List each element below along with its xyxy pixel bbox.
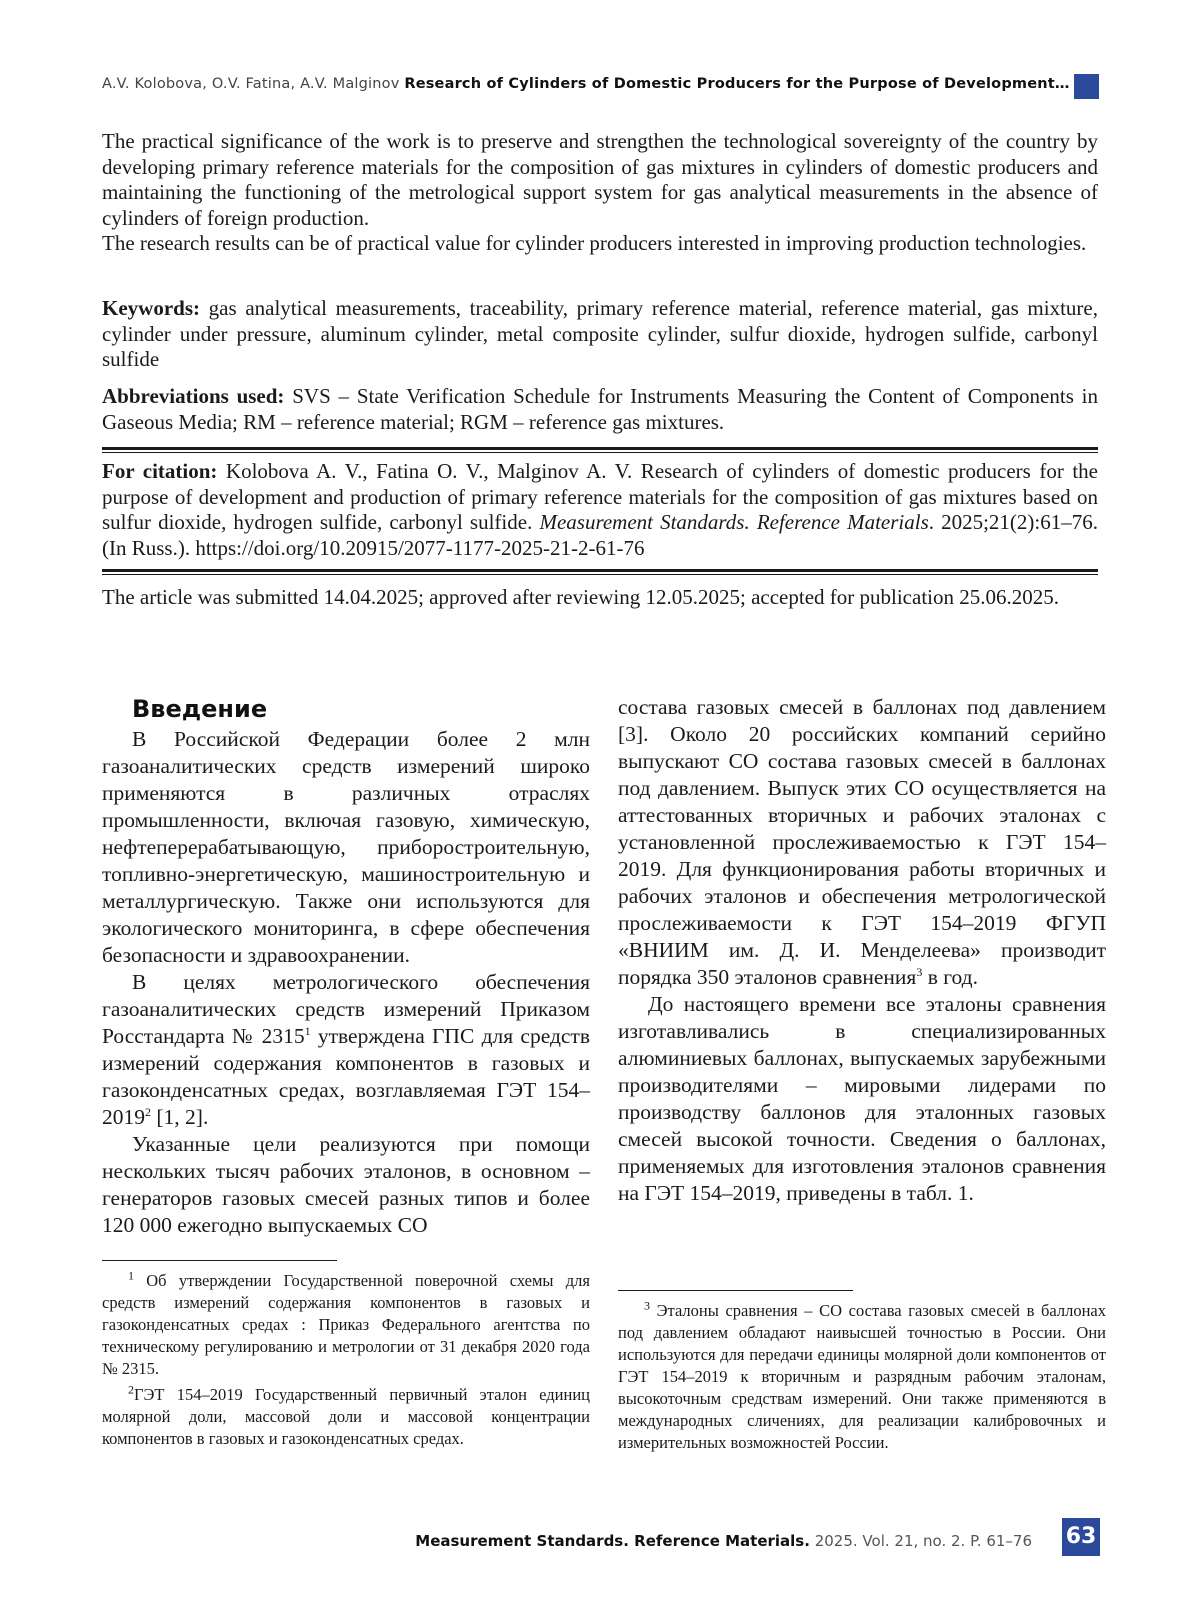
abstract-significance (102, 129, 1098, 257)
body-paragraph-1: В Российской Федерации более 2 млн газоаналитических средств измерений широко применяются в различных отраслях промышленности, включая газовую, химическую, нефтеперерабатывающую, приборостроительную, топливно-энергетическую, машиностроительную и металлургическую. Также они используются для экологического мониторинга, в сфере обеспечения безопасности и здравоохранении. (102, 727, 590, 967)
keywords-block (102, 296, 1098, 373)
keywords-label: Keywords: (102, 296, 200, 320)
p3-cont-a: состава газовых смесей в баллонах под давлением [3]. Около 20 российских компаний серийно выпускают СО состава газовых смесей в баллонах под давлением. Выпуск этих СО осуществляется на аттестованных вторичных и рабочих эталонах с установленной прослеживаемостью к ГЭТ 154–2019. Для функционирования работы вторичных и рабочих эталонов и обеспечения метрологической прослеживаемости к ГЭТ 154–2019 ФГУП «ВНИИМ им. Д. И. Менделеева» производит порядка 350 эталонов сравнения (618, 695, 1106, 989)
p2-part-a: В целях метрологического обеспечения газоаналитических средств измерений Приказом Росстандарта № 2315 (102, 970, 590, 1048)
body-paragraph-2 (102, 969, 590, 1131)
footnote-2-text: ГЭТ 154–2019 Государственный первичный эталон единиц молярной доли, массовой доли и массовой концентрации компонентов в газовых и газоконденсатных средах. (102, 1385, 590, 1448)
footnote-rule-right (618, 1290, 853, 1291)
footnote-3-number: 3 (644, 1298, 650, 1313)
submitted-text: The article was submitted 14.04.2025; approved after reviewing 12.05.2025; accepted for publication 25.06.2025. (102, 585, 1059, 609)
footnote-1-number: 1 (128, 1268, 134, 1283)
citation-text: Kolobova A. V., Fatina O. V., Malginov A. V. Research of cylinders of domestic producers for the purpose of development and production of primary reference materials for the composition of gas mixtures based on sulfur dioxide, hydrogen sulfide, carbonyl sulfide. (102, 459, 1098, 534)
body-paragraph-3: Указанные цели реализуются при помощи нескольких тысяч рабочих эталонов, в основном – генераторов газовых смесей разных типов и более 120 000 ежегодно выпускаемых СО (102, 1132, 590, 1237)
footnote-2 (102, 1384, 590, 1450)
citation-journal: Measurement Standards. Reference Materials (539, 510, 929, 534)
footnote-1 (102, 1270, 590, 1380)
footnote-1-text: Об утверждении Государственной поверочной схемы для средств измерений содержания компонентов в газовых и газоконденсатных средах : Приказ Федерального агентства по техническому регулированию и метрологии от 31 декабря 2020 года № 2315. (102, 1271, 590, 1378)
footnote-2-number: 2 (128, 1382, 134, 1397)
header-title: Research of Cylinders of Domestic Producers for the Purpose of Development… (404, 76, 1070, 92)
body-paragraph-3-continued (618, 694, 1106, 991)
citation-tail: . 2025;21(2):61–76. (In Russ.). https://doi.org/10.20915/2077-1177-2025-21-2-61-76 (102, 510, 1099, 560)
footnote-3-text: Эталоны сравнения – СО состава газовых смесей в баллонах под давлением обладают наивысшей точностью в России. Они используются для передачи единицы молярной доли компонентов от ГЭТ 154–2019 к вторичным и разрядным рабочим эталонам, высокоточным средствам измерений. Они также применяются в международных сличениях, для реализации калибровочных и измерительных возможностей России. (618, 1301, 1106, 1452)
abbreviations-text: SVS – State Verification Schedule for Instruments Measuring the Content of Components in Gaseous Media; RM – reference material; RGM – reference gas mixtures. (102, 384, 1099, 434)
citation-bottom-rule (102, 569, 1098, 575)
p2-part-c: [1, 2]. (151, 1105, 209, 1129)
significance-paragraph: The practical significance of the work is to preserve and strengthen the technological sovereignty of the country by developing primary reference materials for the composition of gas mixtures in cylinders of domestic producers and maintaining the functioning of the metrological support system for gas analytical measurements in the absence of cylinders of foreign production. (102, 129, 1098, 230)
footer-journal: Measurement Standards. Reference Materials. (415, 1532, 810, 1550)
submission-dates (102, 585, 1098, 611)
p3-cont-b: в год. (922, 965, 978, 989)
footnotes-right (618, 1300, 1106, 1458)
running-head (102, 76, 1070, 92)
citation-label: For citation: (102, 459, 218, 483)
abbreviations-block (102, 384, 1098, 435)
page-footer (415, 1532, 1032, 1550)
footnote-ref-1[interactable]: 1 (304, 1023, 311, 1038)
footnote-ref-3[interactable]: 3 (916, 964, 923, 979)
citation-top-rule (102, 447, 1098, 453)
footnotes-left (102, 1270, 590, 1454)
section-title: Введение (132, 695, 268, 723)
body-column-right (618, 694, 1106, 1207)
footnote-rule-left (102, 1260, 337, 1261)
footer-issue: 2025. Vol. 21, no. 2. P. 61–76 (809, 1532, 1032, 1550)
results-paragraph: The research results can be of practical value for cylinder producers interested in improving production technologies. (102, 231, 1087, 255)
p2-part-b: утверждена ГПС для средств измерений содержания компонентов в газовых и газоконденсатных средах, возглавляемая ГЭТ 154–2019 (102, 1024, 590, 1129)
keywords-text: gas analytical measurements, traceability, primary reference material, reference material, gas mixture, cylinder under pressure, aluminum cylinder, metal composite cylinder, sulfur dioxide, hydrogen sulfide, carbonyl sulfide (102, 296, 1098, 371)
header-authors: A.V. Kolobova, O.V. Fatina, A.V. Malginov (102, 76, 400, 92)
footnote-ref-2[interactable]: 2 (145, 1104, 151, 1119)
footnote-3 (618, 1300, 1106, 1454)
page-number: 63 (1062, 1518, 1100, 1556)
body-paragraph-4: До настоящего времени все эталоны сравнения изготавливались в специализированных алюминиевых баллонах, выпускаемых зарубежными производителями – мировыми лидерами по производству баллонов для эталонных газовых смесей высокой точности. Сведения о баллонах, применяемых для изготовления эталонов сравнения на ГЭТ 154–2019, приведены в табл. 1. (618, 992, 1106, 1205)
citation-block (102, 459, 1098, 561)
body-column-left (102, 694, 590, 1239)
header-accent-square (1074, 74, 1099, 99)
abbreviations-label: Abbreviations used: (102, 384, 285, 408)
